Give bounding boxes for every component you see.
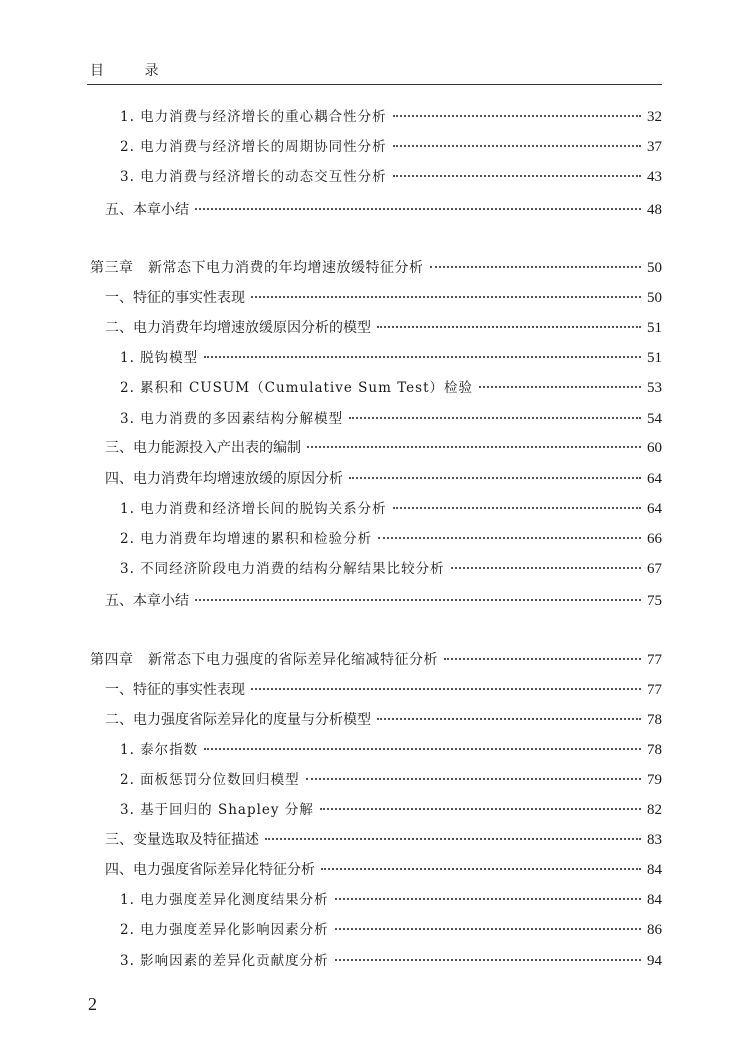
toc-entry-page: 84 <box>647 862 662 878</box>
toc-entry-chapter <box>90 650 662 670</box>
toc-entry-sub <box>120 559 662 579</box>
toc-entry-title: 3. 电力消费的多因素结构分解模型 <box>120 411 344 427</box>
toc-entry-sub <box>120 107 662 127</box>
toc-entry-page: 84 <box>647 892 662 908</box>
toc-entry-title: 2. 电力强度差异化影响因素分析 <box>120 922 329 938</box>
toc-entry-sub <box>120 499 662 519</box>
toc-entry-sub <box>120 740 662 760</box>
dot-leader <box>430 266 642 268</box>
dot-leader <box>306 778 641 780</box>
toc-entry-page: 50 <box>647 290 662 306</box>
toc-entry-page: 77 <box>647 682 662 698</box>
dot-leader <box>251 688 641 690</box>
dot-leader <box>204 748 641 750</box>
dot-leader <box>479 386 641 388</box>
toc-entry-page: 48 <box>647 202 662 218</box>
dot-leader <box>349 477 641 479</box>
toc-entry-page: 78 <box>647 742 662 758</box>
toc-entry-page: 64 <box>647 471 662 487</box>
toc-entry-title: 1. 泰尔指数 <box>120 742 199 758</box>
toc-entry-sub <box>120 529 662 549</box>
toc-entry-title: 第三章 新常态下电力消费的年均增速放缓特征分析 <box>90 260 424 276</box>
toc-entry-section <box>105 200 662 220</box>
toc-entry-sub <box>120 890 662 910</box>
toc-entry-section <box>105 830 662 850</box>
toc-entry-sub <box>120 137 662 157</box>
toc-entry-title: 2. 电力消费与经济增长的周期协同性分析 <box>120 139 387 155</box>
dot-leader <box>377 326 641 328</box>
dot-leader <box>393 507 641 509</box>
toc-entry-page: 51 <box>647 350 662 366</box>
toc-entry-page: 83 <box>647 832 662 848</box>
running-head-title: 目 录 <box>90 63 177 79</box>
toc-entry-title: 1. 电力强度差异化测度结果分析 <box>120 892 329 908</box>
toc-entry-title: 四、电力消费年均增速放缓的原因分析 <box>105 471 343 487</box>
toc-entry-page: 32 <box>647 109 662 125</box>
dot-leader <box>377 718 641 720</box>
dot-leader <box>349 417 641 419</box>
toc-entry-title: 3. 不同经济阶段电力消费的结构分解结果比较分析 <box>120 561 445 577</box>
dot-leader <box>451 567 641 569</box>
toc-entry-sub <box>120 409 662 429</box>
toc-entry-page: 78 <box>647 712 662 728</box>
toc-entry-section <box>105 288 662 308</box>
toc-entry-sub <box>120 800 662 820</box>
header-rule <box>87 84 662 85</box>
toc-entry-chapter <box>90 258 662 278</box>
toc-entry-title: 2. 面板惩罚分位数回归模型 <box>120 772 300 788</box>
dot-leader <box>393 145 641 147</box>
dot-leader <box>251 296 641 298</box>
toc-entry-page: 43 <box>647 169 662 185</box>
toc-entry-section <box>105 680 662 700</box>
toc-entry-page: 77 <box>647 652 662 668</box>
toc-entry-title: 五、本章小结 <box>105 202 189 218</box>
dot-leader <box>335 898 641 900</box>
toc-entry-title: 2. 累积和 CUSUM（Cumulative Sum Test）检验 <box>120 380 473 396</box>
toc-entry-title: 一、特征的事实性表现 <box>105 290 245 306</box>
toc-entry-section <box>105 469 662 489</box>
toc-entry-page: 82 <box>647 802 662 818</box>
toc-entry-section <box>105 318 662 338</box>
dot-leader <box>195 599 641 601</box>
toc-entry-sub <box>120 920 662 940</box>
toc-entry-page: 94 <box>647 953 662 969</box>
toc-entry-title: 2. 电力消费年均增速的累积和检验分析 <box>120 531 373 547</box>
toc-entry-title: 二、电力消费年均增速放缓原因分析的模型 <box>105 320 371 336</box>
toc-entry-title: 3. 影响因素的差异化贡献度分析 <box>120 953 329 969</box>
dot-leader <box>307 446 641 448</box>
dot-leader <box>204 356 641 358</box>
toc-entry-sub <box>120 378 662 398</box>
toc-entry-page: 37 <box>647 139 662 155</box>
dot-leader <box>321 868 641 870</box>
toc-entry-title: 3. 电力消费与经济增长的动态交互性分析 <box>120 169 387 185</box>
toc-entry-title: 3. 基于回归的 Shapley 分解 <box>120 802 314 818</box>
toc-entry-title: 第四章 新常态下电力强度的省际差异化缩减特征分析 <box>90 652 438 668</box>
toc-entry-title: 三、电力能源投入产出表的编制 <box>105 440 301 456</box>
toc-entry-sub <box>120 348 662 368</box>
page-number: 2 <box>88 994 97 1014</box>
toc-entry-page: 50 <box>647 260 662 276</box>
toc-entry-title: 二、电力强度省际差异化的度量与分析模型 <box>105 712 371 728</box>
toc-entry-section <box>105 860 662 880</box>
toc-entry-title: 三、变量选取及特征描述 <box>105 832 259 848</box>
toc-entry-sub <box>120 167 662 187</box>
toc-entry-sub <box>120 770 662 790</box>
toc-entry-section <box>105 710 662 730</box>
dot-leader <box>378 537 641 539</box>
toc-entry-title: 五、本章小结 <box>105 593 189 609</box>
toc-entry-page: 67 <box>647 561 662 577</box>
dot-leader <box>444 658 641 660</box>
toc-entry-page: 64 <box>647 501 662 517</box>
dot-leader <box>320 808 641 810</box>
toc-entry-title: 四、电力强度省际差异化特征分析 <box>105 862 315 878</box>
dot-leader <box>335 959 641 961</box>
toc-entry-title: 一、特征的事实性表现 <box>105 682 245 698</box>
toc-entry-section <box>105 438 662 458</box>
toc-entry-page: 75 <box>647 593 662 609</box>
toc-entry-page: 51 <box>647 320 662 336</box>
toc-entry-sub <box>120 951 662 971</box>
toc-entry-page: 79 <box>647 772 662 788</box>
toc-entry-page: 66 <box>647 531 662 547</box>
toc-entry-title: 1. 电力消费与经济增长的重心耦合性分析 <box>120 109 387 125</box>
toc-entry-section <box>105 591 662 611</box>
dot-leader <box>393 115 641 117</box>
dot-leader <box>393 175 641 177</box>
toc-entry-page: 60 <box>647 440 662 456</box>
dot-leader <box>335 928 641 930</box>
toc-entry-title: 1. 脱钩模型 <box>120 350 199 366</box>
toc-entry-page: 53 <box>647 380 662 396</box>
toc-entry-page: 86 <box>647 922 662 938</box>
dot-leader <box>195 208 641 210</box>
dot-leader <box>265 838 641 840</box>
toc-entry-page: 54 <box>647 411 662 427</box>
toc-entry-title: 1. 电力消费和经济增长间的脱钩关系分析 <box>120 501 387 517</box>
